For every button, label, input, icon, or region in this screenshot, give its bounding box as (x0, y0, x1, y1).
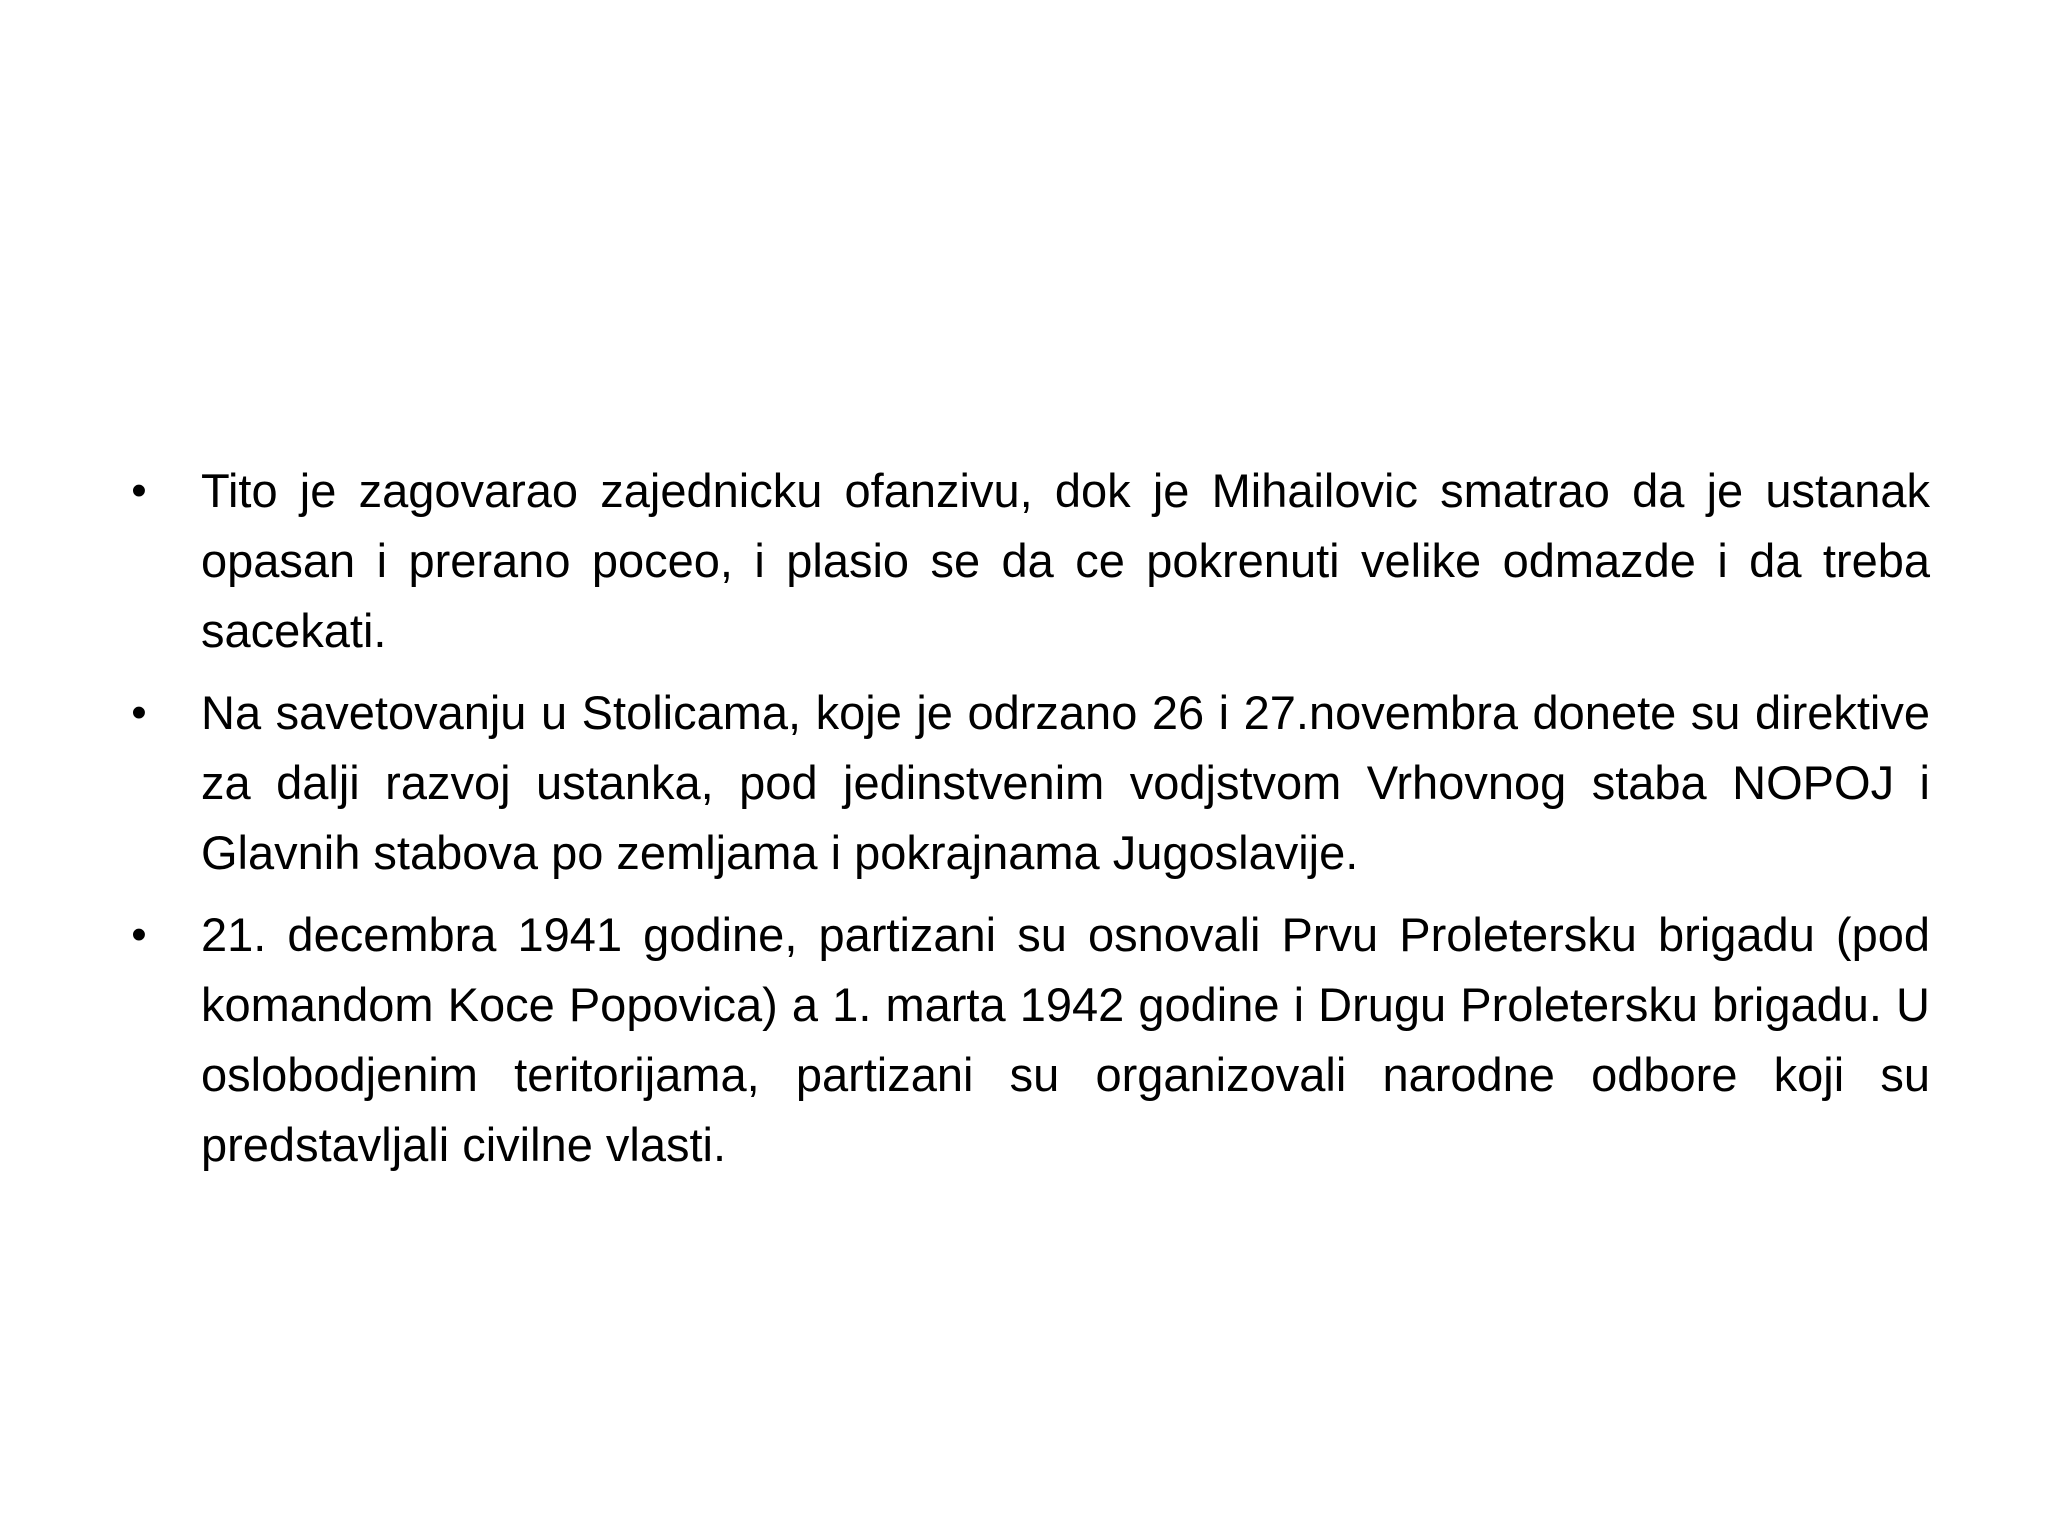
bullet-item-3 (124, 900, 1930, 1180)
bullet-dot-icon: • (131, 466, 147, 515)
bullet-item-2 (124, 678, 1930, 888)
bullet-dot-icon: • (131, 688, 147, 737)
bullet-item-1 (124, 456, 1930, 666)
bullet-text-3: 21. decembra 1941 godine, partizani su osnovali Prvu Proletersku brigadu (pod komandom Koce Popovica) a 1. marta 1942 godine i Drugu Proletersku brigadu. U oslobodjenim teritorijama, partizani su organizovali narodne odbore koji su predstavljali civilne vlasti. (201, 908, 1930, 1171)
bullet-dot-icon: • (131, 910, 147, 959)
bullet-text-1: Tito je zagovarao zajednicku ofanzivu, dok je Mihailovic smatrao da je ustanak opasan i prerano poceo, i plasio se da ce pokrenuti velike odmazde i da treba sacekati. (201, 464, 1930, 657)
bullet-text-2: Na savetovanju u Stolicama, koje je odrzano 26 i 27.novembra donete su direktive za dalji razvoj ustanka, pod jedinstvenim vodjstvom Vrhovnog staba NOPOJ i Glavnih stabova po zemljama i pokrajnama Jugoslavije. (201, 686, 1930, 879)
bullet-list (124, 456, 1930, 1192)
